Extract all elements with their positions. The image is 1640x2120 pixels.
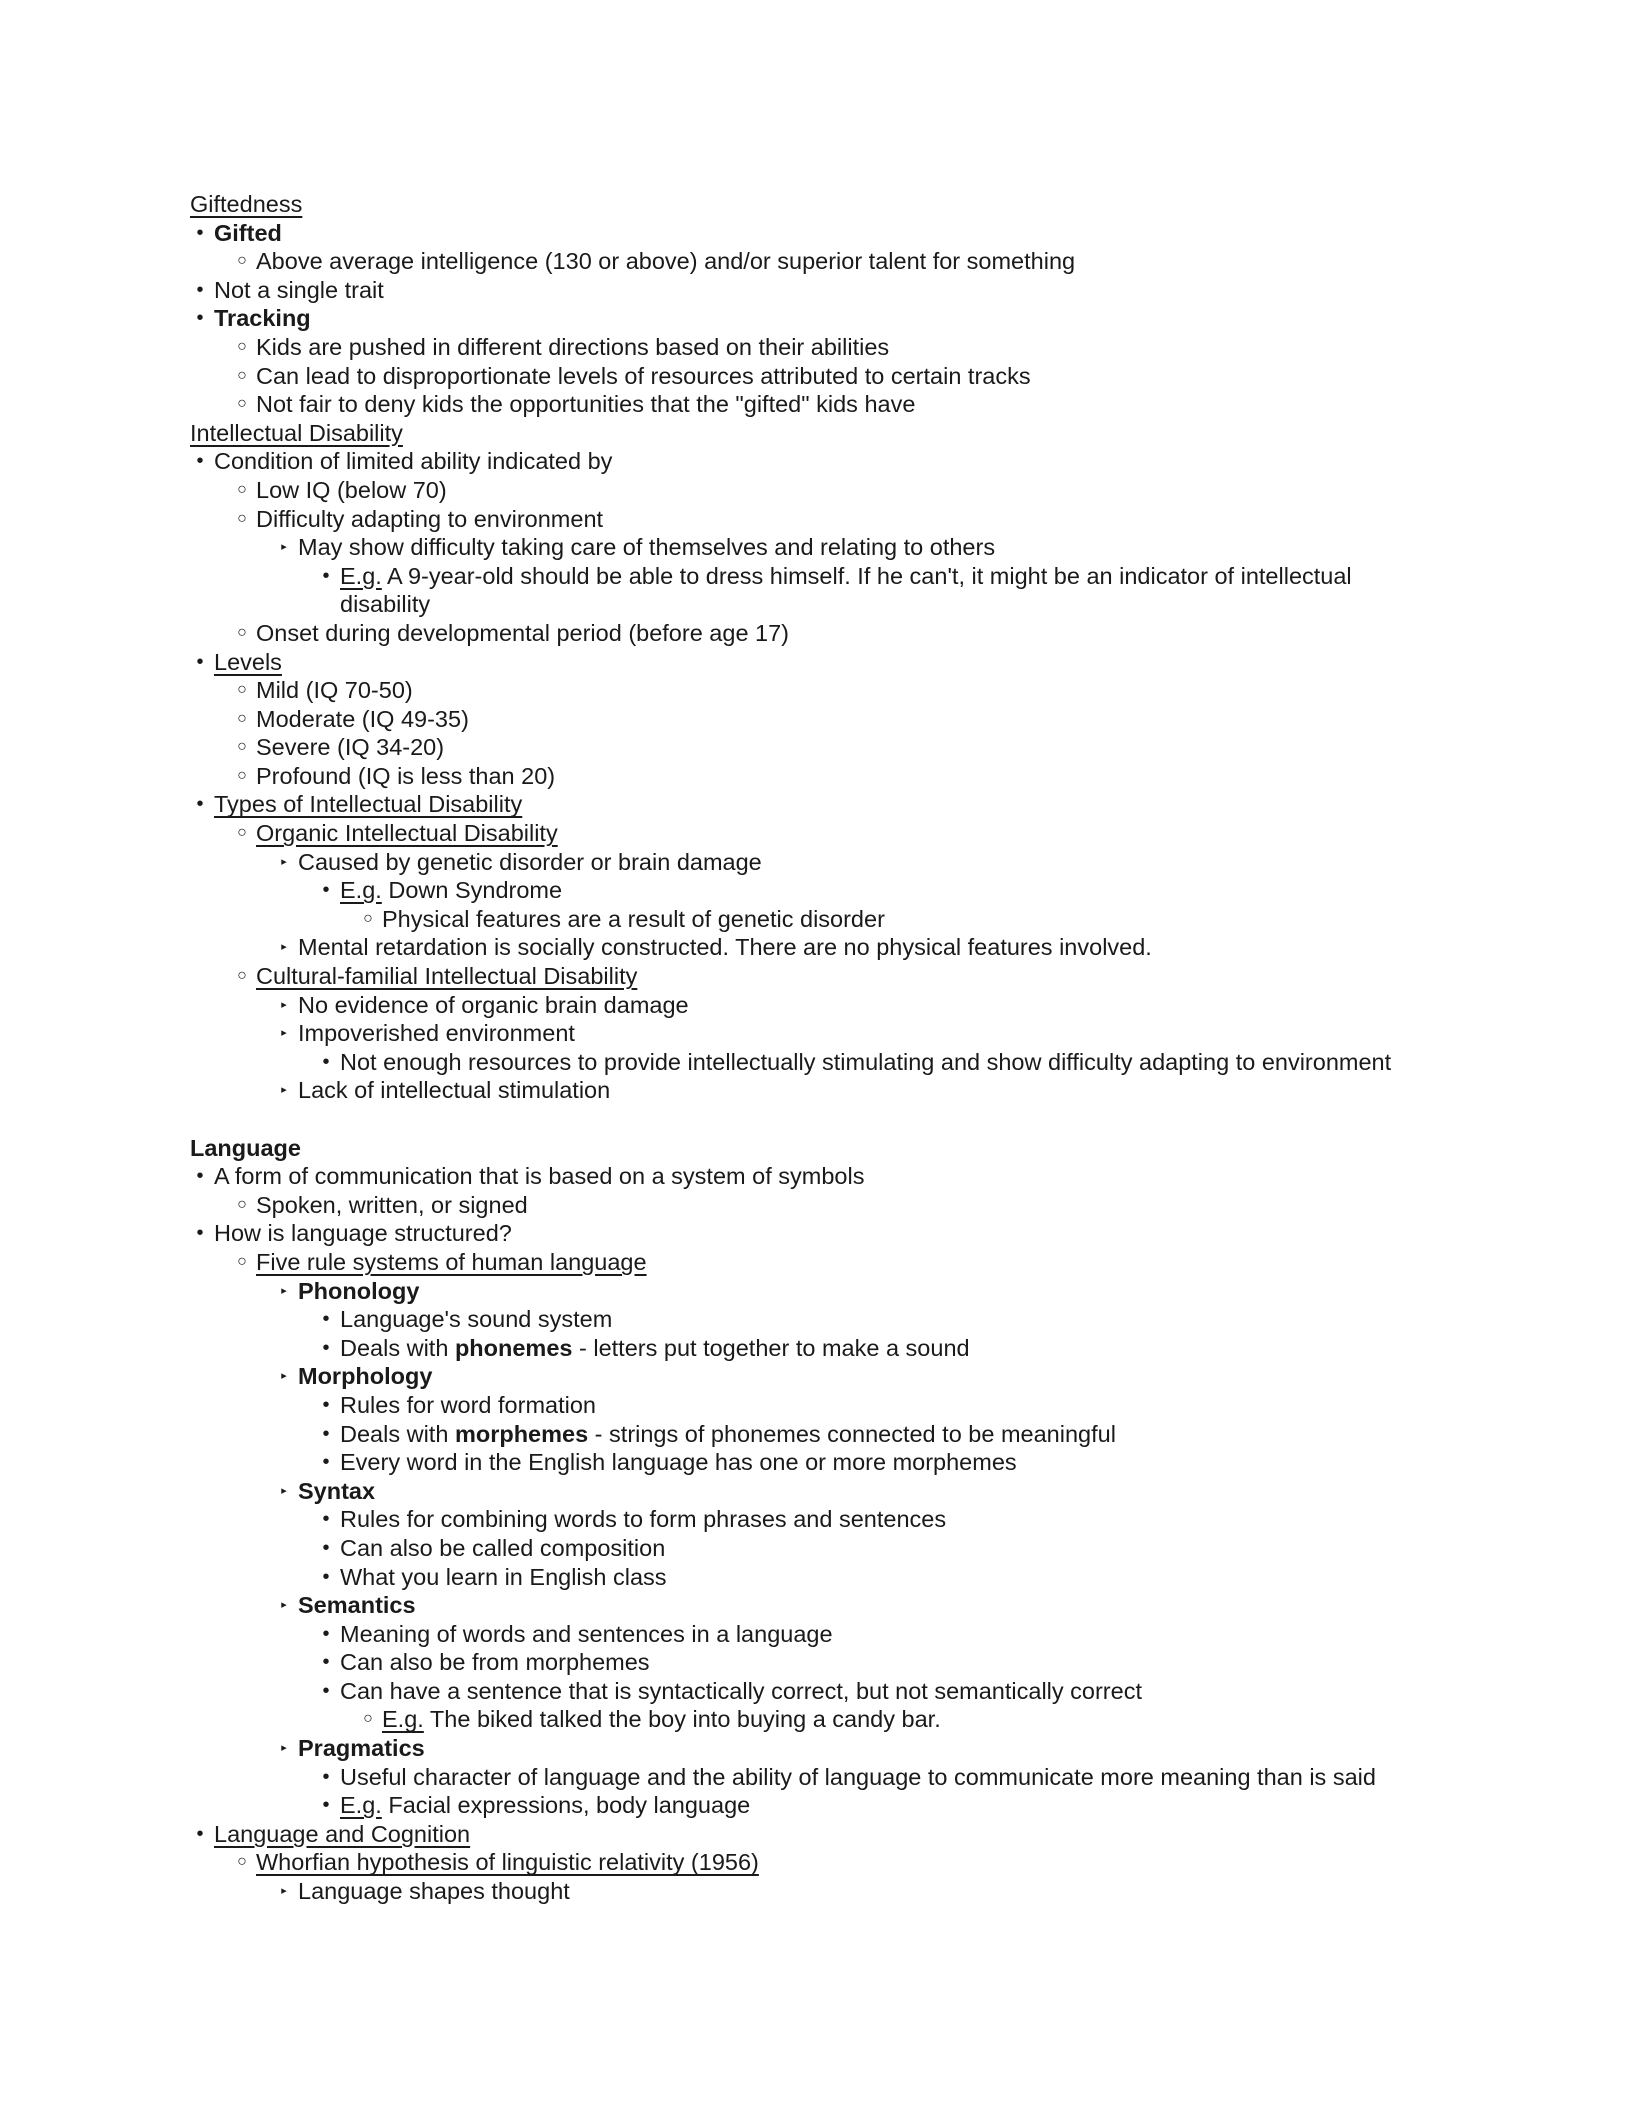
outline-item	[190, 1505, 1500, 1534]
outline-item	[190, 1591, 1500, 1620]
item-text: Tracking	[214, 305, 311, 332]
bullet-dot-icon: •	[322, 1794, 330, 1817]
item-text: Pragmatics	[298, 1735, 425, 1762]
item-text: Deals with	[340, 1334, 455, 1361]
item-text: Deals with	[340, 1420, 455, 1447]
bullet-dot-icon: •	[196, 278, 204, 301]
outline-item	[190, 590, 1500, 619]
item-text: Difficulty adapting to environment	[256, 505, 604, 532]
bullet-dot-icon: •	[196, 793, 204, 816]
outline-item	[190, 1534, 1500, 1563]
outline-item	[190, 219, 1500, 248]
bullet-dot-icon: •	[322, 1765, 330, 1788]
outline-item	[190, 1248, 1500, 1277]
outline-item	[190, 876, 1500, 905]
item-text: Not enough resources to provide intellectually stimulating and show difficulty adapting to environment	[340, 1048, 1392, 1075]
bullet-dot-icon: •	[196, 1822, 204, 1845]
item-text: Low IQ (below 70)	[256, 476, 447, 503]
item-text: Spoken, written, or signed	[256, 1191, 528, 1218]
outline-item	[190, 1848, 1500, 1877]
item-text: Profound (IQ is less than 20)	[256, 762, 556, 789]
section-heading	[190, 1134, 1500, 1163]
outline-item	[190, 505, 1500, 534]
outline-item	[190, 1734, 1500, 1763]
item-text: Syntax	[298, 1477, 376, 1504]
item-text: Severe (IQ 34-20)	[256, 734, 445, 761]
bullet-dot-icon: •	[322, 1536, 330, 1559]
bullet-dot-icon: •	[322, 879, 330, 902]
item-text: Giftedness	[190, 191, 303, 217]
item-text: Moderate (IQ 49-35)	[256, 705, 469, 732]
outline-item	[190, 790, 1500, 819]
bullet-dot-icon: •	[322, 1451, 330, 1474]
item-text: Physical features are a result of genetic disorder	[382, 905, 885, 932]
bullet-circle-icon: ○	[237, 1853, 247, 1871]
bullet-triangle-icon: ▸	[281, 1284, 287, 1297]
outline-item	[190, 1048, 1500, 1077]
outline-item	[190, 247, 1500, 276]
outline-item	[190, 1705, 1500, 1734]
item-text: E.g.	[340, 877, 382, 904]
item-text: Rules for word formation	[340, 1391, 596, 1418]
bullet-triangle-icon: ▸	[281, 1370, 287, 1383]
outline-item	[190, 533, 1500, 562]
outline-item	[190, 1563, 1500, 1592]
bullet-circle-icon: ○	[237, 681, 247, 699]
item-text: E.g.	[382, 1706, 424, 1733]
bullet-triangle-icon: ▸	[281, 998, 287, 1011]
item-text: Not fair to deny kids the opportunities that the "gifted" kids have	[256, 391, 916, 418]
bullet-dot-icon: •	[196, 221, 204, 244]
item-text: Intellectual Disability	[190, 419, 403, 446]
item-text: Levels	[214, 648, 282, 675]
bullet-circle-icon: ○	[237, 766, 247, 784]
outline-item	[190, 1219, 1500, 1248]
item-text: Above average intelligence (130 or above) and/or superior talent for something	[256, 248, 1076, 275]
outline-item	[190, 276, 1500, 305]
outline-item	[190, 905, 1500, 934]
item-text: Condition of limited ability indicated by	[214, 448, 613, 475]
item-text: Whorfian hypothesis of linguistic relativity (1956)	[256, 1849, 759, 1876]
bullet-triangle-icon: ▸	[281, 1084, 287, 1097]
bullet-dot-icon: •	[322, 1336, 330, 1359]
outline-item	[190, 1162, 1500, 1191]
outline-item	[190, 1877, 1500, 1906]
outline-item	[190, 1448, 1500, 1477]
item-text: Language's sound system	[340, 1306, 613, 1333]
item-text: Organic Intellectual Disability	[256, 820, 558, 847]
bullet-triangle-icon: ▸	[281, 855, 287, 868]
item-text: Meaning of words and sentences in a language	[340, 1620, 833, 1647]
bullet-dot-icon: •	[196, 1222, 204, 1245]
outline-item	[190, 362, 1500, 391]
bullet-circle-icon: ○	[237, 337, 247, 355]
bullet-dot-icon: •	[322, 1422, 330, 1445]
outline-item	[190, 1677, 1500, 1706]
outline-item	[190, 1277, 1500, 1306]
item-text: Lack of intellectual stimulation	[298, 1077, 611, 1104]
outline-item	[190, 1019, 1500, 1048]
bullet-dot-icon: •	[196, 1165, 204, 1188]
item-text: Language	[190, 1134, 301, 1161]
bullet-triangle-icon: ▸	[281, 1484, 287, 1497]
item-text: Useful character of language and the ability of language to communicate more meaning than is said	[340, 1763, 1376, 1790]
item-text: A 9-year-old should be able to dress himself. If he can't, it might be an indicator of intellectual	[381, 562, 1352, 589]
bullet-dot-icon: •	[322, 1308, 330, 1331]
item-text: Mental retardation is socially constructed. There are no physical features involved.	[298, 934, 1152, 961]
item-text: Can also be called composition	[340, 1534, 666, 1561]
outline-item	[190, 476, 1500, 505]
bullet-triangle-icon: ▸	[281, 1027, 287, 1040]
item-text: Gifted	[214, 219, 282, 246]
outline-item	[190, 1420, 1500, 1449]
bullet-circle-icon: ○	[237, 366, 247, 384]
bullet-triangle-icon: ▸	[281, 541, 287, 554]
item-text: Not a single trait	[214, 276, 384, 303]
bullet-circle-icon: ○	[237, 967, 247, 985]
item-text: Cultural-familial Intellectual Disability	[256, 963, 638, 990]
outline-item	[190, 762, 1500, 791]
item-text: Can lead to disproportionate levels of resources attributed to certain tracks	[256, 362, 1031, 389]
item-text: phonemes	[454, 1334, 573, 1361]
item-text: Rules for combining words to form phrases and sentences	[340, 1506, 947, 1533]
outline-item	[190, 1791, 1500, 1820]
blank-line	[190, 1105, 1500, 1134]
bullet-circle-icon: ○	[237, 623, 247, 641]
bullet-circle-icon: ○	[363, 1710, 373, 1728]
outline-item	[190, 619, 1500, 648]
outline-item	[190, 848, 1500, 877]
outline-item	[190, 819, 1500, 848]
bullet-dot-icon: •	[322, 1508, 330, 1531]
item-text: Five rule systems of human language	[256, 1248, 647, 1275]
item-text: Can have a sentence that is syntactically correct, but not semantically correct	[340, 1677, 1142, 1704]
bullet-dot-icon: •	[322, 1622, 330, 1645]
bullet-triangle-icon: ▸	[281, 1885, 287, 1898]
outline-item	[190, 1820, 1500, 1849]
item-text: Types of Intellectual Disability	[214, 791, 523, 818]
outline-item	[190, 733, 1500, 762]
item-text: Language and Cognition	[214, 1820, 471, 1847]
bullet-dot-icon: •	[322, 1565, 330, 1588]
outline-item	[190, 1362, 1500, 1391]
bullet-circle-icon: ○	[363, 909, 373, 927]
bullet-circle-icon: ○	[237, 1252, 247, 1270]
outline-item	[190, 705, 1500, 734]
item-text: What you learn in English class	[340, 1563, 667, 1590]
outline-item	[190, 991, 1500, 1020]
outline-item	[190, 390, 1500, 419]
outline-item	[190, 962, 1500, 991]
outline-item	[190, 1391, 1500, 1420]
bullet-circle-icon: ○	[237, 1195, 247, 1213]
outline-item	[190, 1334, 1500, 1363]
item-text: Down Syndrome	[381, 877, 563, 904]
outline-item	[190, 933, 1500, 962]
item-text: The biked talked the boy into buying a candy bar.	[423, 1706, 941, 1733]
item-text: Caused by genetic disorder or brain damage	[298, 848, 762, 875]
item-text: Semantics	[298, 1592, 416, 1619]
item-text: Kids are pushed in different directions based on their abilities	[256, 333, 890, 360]
item-text: - letters put together to make a sound	[572, 1334, 970, 1361]
outline-item	[190, 333, 1500, 362]
bullet-dot-icon: •	[196, 307, 204, 330]
bullet-circle-icon: ○	[237, 738, 247, 756]
outline-item	[190, 1076, 1500, 1105]
outline-item	[190, 447, 1500, 476]
bullet-circle-icon: ○	[237, 252, 247, 270]
bullet-triangle-icon: ▸	[281, 1742, 287, 1755]
bullet-dot-icon: •	[196, 650, 204, 673]
item-text: May show difficulty taking care of themselves and relating to others	[298, 534, 996, 561]
item-text: Every word in the English language has one or more morphemes	[340, 1449, 1017, 1476]
bullet-dot-icon: •	[322, 1393, 330, 1416]
section-heading	[190, 419, 1500, 448]
item-text: Impoverished environment	[298, 1020, 575, 1047]
bullet-triangle-icon: ▸	[281, 1599, 287, 1612]
outline-item	[190, 1763, 1500, 1792]
item-text: E.g.	[340, 1792, 382, 1819]
outline-item	[190, 1648, 1500, 1677]
outline-item	[190, 676, 1500, 705]
outline-item	[190, 1305, 1500, 1334]
item-text: Phonology	[298, 1277, 420, 1304]
bullet-circle-icon: ○	[237, 824, 247, 842]
outline-item	[190, 304, 1500, 333]
bullet-circle-icon: ○	[237, 709, 247, 727]
bullet-triangle-icon: ▸	[281, 941, 287, 954]
item-text: E.g.	[340, 562, 382, 589]
item-text: Facial expressions, body language	[381, 1792, 751, 1819]
item-text: morphemes	[454, 1420, 589, 1447]
item-text: No evidence of organic brain damage	[298, 991, 689, 1018]
bullet-circle-icon: ○	[237, 509, 247, 527]
outline-item	[190, 1191, 1500, 1220]
bullet-circle-icon: ○	[237, 395, 247, 413]
outline-item	[190, 562, 1500, 591]
item-text: Mild (IQ 70-50)	[256, 677, 413, 704]
item-text: Onset during developmental period (before age 17)	[256, 619, 790, 646]
item-text: - strings of phonemes connected to be meaningful	[588, 1420, 1116, 1447]
notes-document	[190, 190, 1500, 1906]
outline-item	[190, 648, 1500, 677]
item-text: How is language structured?	[214, 1220, 512, 1247]
outline-item	[190, 1620, 1500, 1649]
bullet-circle-icon: ○	[237, 480, 247, 498]
item-text: Morphology	[298, 1363, 433, 1390]
bullet-dot-icon: •	[322, 564, 330, 587]
section-heading	[190, 190, 1500, 219]
item-text: A form of communication that is based on a system of symbols	[214, 1163, 865, 1190]
outline-item	[190, 1477, 1500, 1506]
item-text: disability	[340, 591, 431, 618]
item-text: Can also be from morphemes	[340, 1649, 650, 1676]
bullet-dot-icon: •	[322, 1679, 330, 1702]
bullet-dot-icon: •	[196, 450, 204, 473]
bullet-dot-icon: •	[322, 1651, 330, 1674]
item-text: Language shapes thought	[298, 1878, 570, 1905]
bullet-dot-icon: •	[322, 1050, 330, 1073]
